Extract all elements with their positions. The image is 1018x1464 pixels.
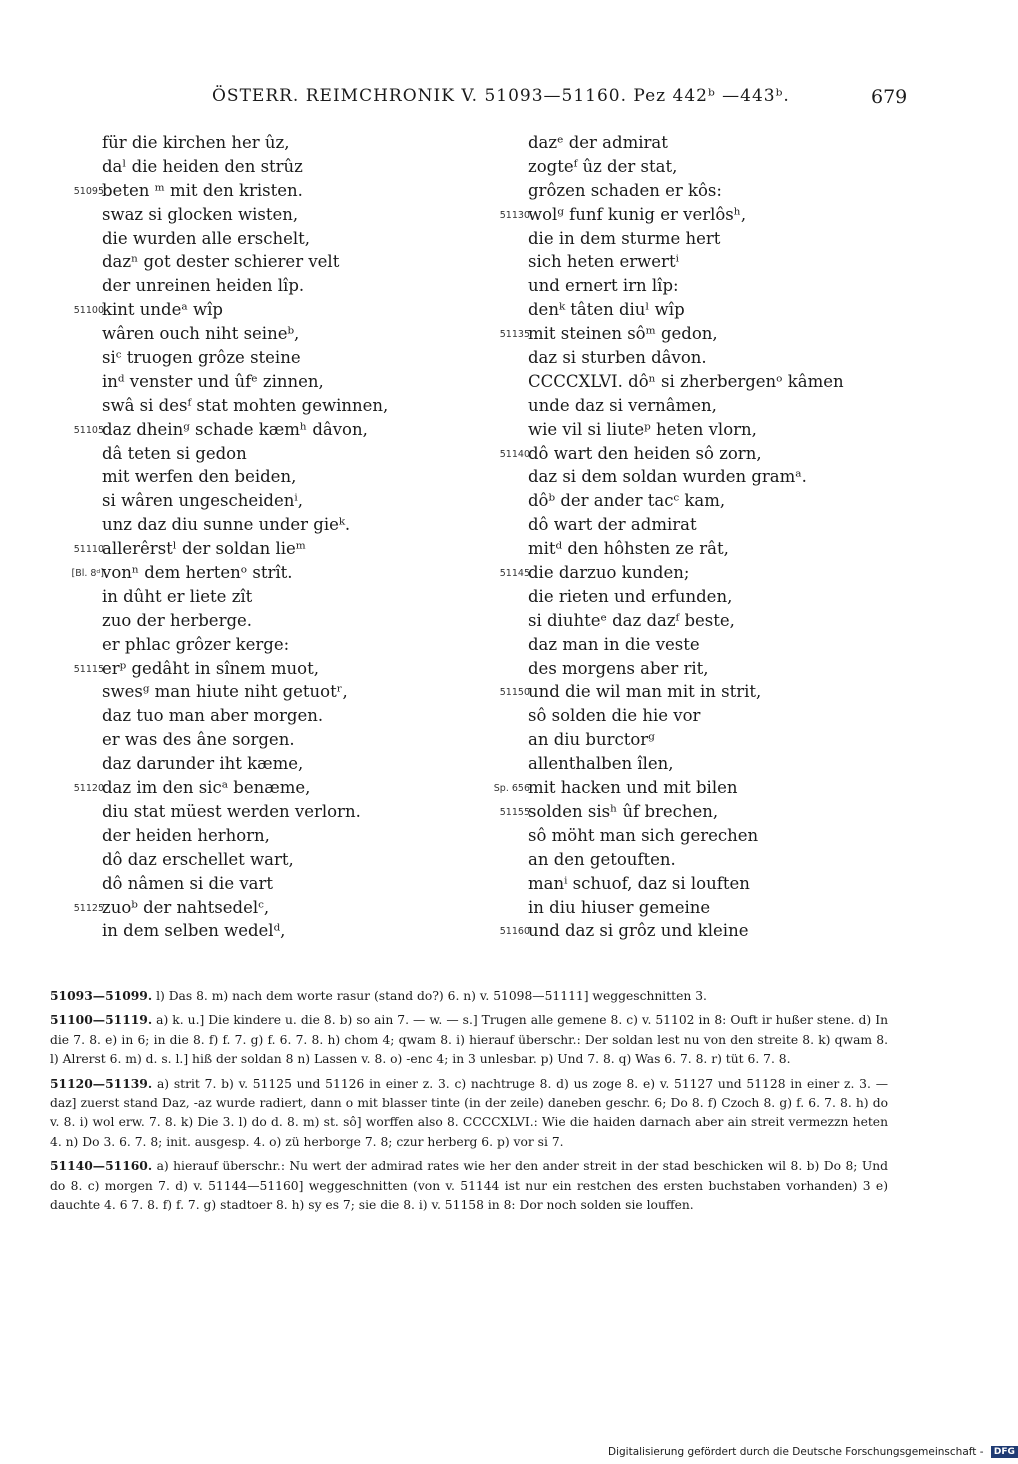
verse-text: allerêrstˡ der soldan lieᵐ: [102, 539, 306, 559]
verse-line: [470, 657, 940, 681]
verse-line: [34, 131, 474, 155]
verse-line: [34, 370, 474, 394]
verse-text: wie vil si liuteᵖ heten vlorn,: [528, 419, 757, 439]
verse-text: si wâren ungescheidenⁱ,: [102, 491, 303, 511]
verse-line: [470, 465, 940, 489]
verse-line: [470, 227, 940, 251]
line-number: 51110: [73, 544, 104, 556]
note-line-range: 51093—51099.: [50, 988, 153, 1003]
verse-line: [34, 322, 474, 346]
verse-line: [34, 752, 474, 776]
verse-line: [34, 919, 474, 943]
verse-text: mit hacken und mit bilen: [528, 778, 738, 798]
verse-text: dâ teten si gedon: [102, 443, 247, 463]
line-number: Sp. 656: [493, 783, 530, 795]
verse-text: dô nâmen si die vart: [102, 873, 274, 893]
verse-text: si diuhteᵉ daz dazᶠ beste,: [528, 610, 735, 630]
verse-text: mitᵈ den hôhsten ze rât,: [528, 539, 729, 559]
verse-text: inᵈ venster und ûfᵉ zinnen,: [102, 371, 324, 391]
verse-text: der heiden herhorn,: [102, 825, 270, 845]
verse-line: [34, 227, 474, 251]
verse-text: denᵏ tâten diuˡ wîp: [528, 300, 685, 320]
line-number: 51140: [499, 448, 530, 460]
note-text: a) hierauf überschr.: Nu wert der admirad rates wie her den ander streit in der stad beschicken wil 8. b) Do 8; Und do 8. c) morgen 7. d) v. 51144—51160] weggeschnitten (von v. 51144 ist nur ein restchen des ersten buchstaben vorhanden) 3 e) dauchte 4. 6 7. 8. f) f. 7. g) stadtoer 8. h) sy es 7; sie die 8. i) v. 51158 in 8: Dor noch solden sie louffen.: [50, 1159, 888, 1213]
verse-text: an diu burctorᵍ: [528, 730, 655, 750]
verse-text: dazⁿ got dester schierer velt: [102, 252, 340, 272]
verse-line: [470, 824, 940, 848]
verse-line: [470, 489, 940, 513]
critical-apparatus: [50, 986, 888, 1219]
verse-line: [470, 561, 940, 585]
verse-line: [34, 896, 474, 920]
verse-text: solden sisʰ ûf brechen,: [528, 801, 719, 821]
verse-line: [470, 250, 940, 274]
apparatus-note: [50, 1074, 888, 1153]
line-number: 51145: [499, 568, 530, 580]
verse-line: [34, 179, 474, 203]
line-number: 51120: [73, 783, 104, 795]
verse-text: zogteᶠ ûz der stat,: [528, 156, 678, 176]
verse-line: [34, 609, 474, 633]
verse-text: wolᵍ funf kunig er verlôsʰ,: [528, 204, 747, 224]
verse-line: [34, 537, 474, 561]
verse-line: [34, 776, 474, 800]
verse-text: die rieten und erfunden,: [528, 586, 733, 606]
verse-line: [34, 561, 474, 585]
verse-line: [34, 872, 474, 896]
verse-line: [470, 800, 940, 824]
verse-line: [470, 704, 940, 728]
verse-line: [470, 203, 940, 227]
verse-line: [470, 370, 940, 394]
verse-line: [470, 609, 940, 633]
line-number: 51105: [73, 424, 104, 436]
running-title: ÖSTERR. REIMCHRONIK V. 51093—51160. Pez 442ᵇ —443ᵇ.: [212, 86, 790, 106]
verse-line: [470, 298, 940, 322]
note-line-range: 51100—51119.: [50, 1012, 153, 1028]
verse-line: [34, 680, 474, 704]
note-line-range: 51120—51139.: [50, 1075, 153, 1091]
verse-text: CCCCXLVI. dôⁿ si zherbergenᵒ kâmen: [528, 371, 844, 391]
verse-line: [470, 346, 940, 370]
verse-text: und die wil man mit in strit,: [528, 682, 762, 702]
verse-text: kint undeᵃ wîp: [102, 300, 223, 320]
verse-line: [34, 800, 474, 824]
verse-text: dô daz erschellet wart,: [102, 849, 294, 869]
verse-text: swaz si glocken wisten,: [102, 204, 299, 224]
verse-line: [470, 896, 940, 920]
verse-text: sô solden die hie vor: [528, 706, 701, 726]
verse-line: [470, 776, 940, 800]
note-text: a) k. u.] Die kindere u. die 8. b) so ain 7. — w. — s.] Trugen alle gemene 8. c) v. 51102 in 8: Ouft ir hußer stene. d) In die 7. 8. e) in 6; in die 8. f) f. 7. g) f. 6. 7. 8. h) chom 4; qwam 8. i) hierauf überschr.: Der soldan lest nu von den streite 8. k) qwam 8. l) Alrerst 6. m) d. s. l.] hiß der soldan 8 n) Lassen v. 8. o) -enc 4; in 3 unlesbar. p) Und 7. 8. q) Was 6. 7. 8. r) tüt 6. 7. 8.: [50, 1013, 888, 1067]
page-number: 679: [871, 86, 908, 108]
verse-text: swesᵍ man hiute niht getuotʳ,: [102, 682, 348, 702]
verse-line: [34, 824, 474, 848]
verse-line: [34, 465, 474, 489]
verse-text: allenthalben îlen,: [528, 754, 674, 774]
note-line-range: 51140—51160.: [50, 1158, 153, 1174]
verse-line: [470, 322, 940, 346]
verse-line: [34, 394, 474, 418]
verse-line: [34, 513, 474, 537]
verse-line: [470, 585, 940, 609]
verse-line: [34, 442, 474, 466]
verse-text: und daz si grôz und kleine: [528, 921, 749, 941]
verse-text: er was des âne sorgen.: [102, 730, 295, 750]
verse-text: in dem selben wedelᵈ,: [102, 921, 286, 941]
verse-line: [470, 442, 940, 466]
verse-text: erᵖ gedâht in sînem muot,: [102, 658, 319, 678]
verse-line: [470, 752, 940, 776]
verse-text: dazᵉ der admirat: [528, 133, 668, 152]
verse-text: sô möht man sich gerechen: [528, 825, 759, 845]
line-number: 51150: [499, 687, 530, 699]
verse-line: [34, 250, 474, 274]
verse-text: die in dem sturme hert: [528, 228, 721, 248]
line-number: 51095: [73, 185, 104, 197]
verse-text: grôzen schaden er kôs:: [528, 180, 722, 200]
verse-text: des morgens aber rit,: [528, 658, 709, 678]
verse-text: daz darunder iht kæme,: [102, 754, 304, 774]
verse-line: [34, 418, 474, 442]
apparatus-note: [50, 1010, 888, 1069]
verse-text: daz man in die veste: [528, 634, 700, 654]
verse-line: [34, 274, 474, 298]
apparatus-note: [50, 986, 888, 1006]
verse-text: die darzuo kunden;: [528, 563, 690, 583]
verse-text: in diu hiuser gemeine: [528, 897, 711, 917]
line-number: 51160: [499, 926, 530, 938]
left-column: [34, 131, 474, 943]
verse-line: [470, 537, 940, 561]
verse-line: [470, 848, 940, 872]
verse-text: vonⁿ dem hertenᵒ strît.: [102, 563, 293, 583]
verse-text: diu stat müest werden verlorn.: [102, 801, 361, 821]
verse-text: dôᵇ der ander tacᶜ kam,: [528, 491, 726, 511]
verse-line: [34, 848, 474, 872]
verse-line: [34, 657, 474, 681]
dfg-footer: [608, 1446, 1018, 1458]
verse-line: [470, 155, 940, 179]
verse-line: [34, 346, 474, 370]
note-text: l) Das 8. m) nach dem worte rasur (stand do?) 6. n) v. 51098—51111] weggeschnitten 3.: [156, 989, 707, 1003]
verse-line: [34, 155, 474, 179]
verse-text: mit werfen den beiden,: [102, 467, 297, 487]
verse-text: mit steinen sôᵐ gedon,: [528, 324, 718, 344]
verse-text: dô wart der admirat: [528, 515, 697, 535]
line-number: 51130: [499, 209, 530, 221]
line-number: 51155: [499, 806, 530, 818]
verse-text: daz si dem soldan wurden gramᵃ.: [528, 467, 807, 487]
line-number: 51135: [499, 329, 530, 341]
verse-line: [34, 489, 474, 513]
verse-text: siᶜ truogen grôze steine: [102, 348, 301, 368]
verse-line: [34, 633, 474, 657]
verse-line: [470, 131, 940, 155]
apparatus-note: [50, 1156, 888, 1215]
verse-line: [470, 919, 940, 943]
verse-text: in dûht er liete zît: [102, 586, 253, 606]
verse-text: für die kirchen her ûz,: [102, 133, 290, 152]
verse-line: [470, 633, 940, 657]
verse-line: [470, 728, 940, 752]
right-column: [470, 131, 940, 943]
verse-text: dô wart den heiden sô zorn,: [528, 443, 762, 463]
verse-text: und ernert irn lîp:: [528, 276, 679, 296]
verse-text: wâren ouch niht seineᵇ,: [102, 324, 300, 344]
verse-line: [470, 680, 940, 704]
line-number: 51125: [73, 902, 104, 914]
verse-text: zuo der herberge.: [102, 610, 253, 630]
verse-line: [470, 274, 940, 298]
verse-text: daz dheinᵍ schade kæmʰ dâvon,: [102, 419, 368, 439]
verse-line: [470, 179, 940, 203]
verse-text: swâ si desᶠ stat mohten gewinnen,: [102, 395, 389, 415]
verse-text: beten ᵐ mit den kristen.: [102, 180, 303, 200]
verse-line: [34, 203, 474, 227]
verse-text: an den getouften.: [528, 849, 676, 869]
verse-line: [34, 585, 474, 609]
verse-line: [34, 298, 474, 322]
verse-text: die wurden alle erschelt,: [102, 228, 310, 248]
verse-text: er phlac grôzer kerge:: [102, 634, 290, 654]
note-text: a) strit 7. b) v. 51125 und 51126 in einer z. 3. c) nachtruge 8. d) us zoge 8. e) v. 51127 und 51128 in einer z. 3. — daz] zuerst stand Daz, -az wurde radiert, dann o mit blasser tinte (in der zeile) daneben geschr. 6; Do 8. f) Czoch 8. g) f. 6. 7. 8. h) do v. 8. i) wol erw. 7. 8. k) Die 3. l) do d. 8. m) st. sô] worffen also 8. CCCCXLVI.: Wie die haiden darnach aber ain streit vermezzn heten 4. n) Do 3. 6. 7. 8; init. ausgesp. 4. o) zü herborge 7. 8; czur herberg 6. p) vor si 7.: [50, 1076, 888, 1149]
verse-text: daˡ die heiden den strûz: [102, 156, 303, 176]
verse-text: sich heten erwertⁱ: [528, 252, 679, 272]
verse-line: [34, 704, 474, 728]
line-number: 51100: [73, 305, 104, 317]
verse-line: [470, 872, 940, 896]
verse-text: unde daz si vernâmen,: [528, 395, 717, 415]
verse-text: unz daz diu sunne under gieᵏ.: [102, 515, 351, 535]
verse-text: zuoᵇ der nahtsedelᶜ,: [102, 897, 270, 917]
footer-text: Digitalisierung gefördert durch die Deutsche Forschungsgemeinschaft -: [608, 1446, 984, 1458]
verse-text: daz im den sicᵃ benæme,: [102, 778, 311, 798]
verse-text: manⁱ schuof, daz si louften: [528, 873, 750, 893]
line-number: [Bl. 8ᵈ]: [71, 568, 104, 580]
verse-line: [34, 728, 474, 752]
verse-text: daz tuo man aber morgen.: [102, 706, 324, 726]
verse-text: daz si sturben dâvon.: [528, 348, 707, 368]
verse-line: [470, 418, 940, 442]
dfg-logo: DFG: [991, 1446, 1018, 1458]
verse-line: [470, 394, 940, 418]
line-number: 51115: [73, 663, 104, 675]
verse-line: [470, 513, 940, 537]
verse-text: der unreinen heiden lîp.: [102, 276, 305, 296]
